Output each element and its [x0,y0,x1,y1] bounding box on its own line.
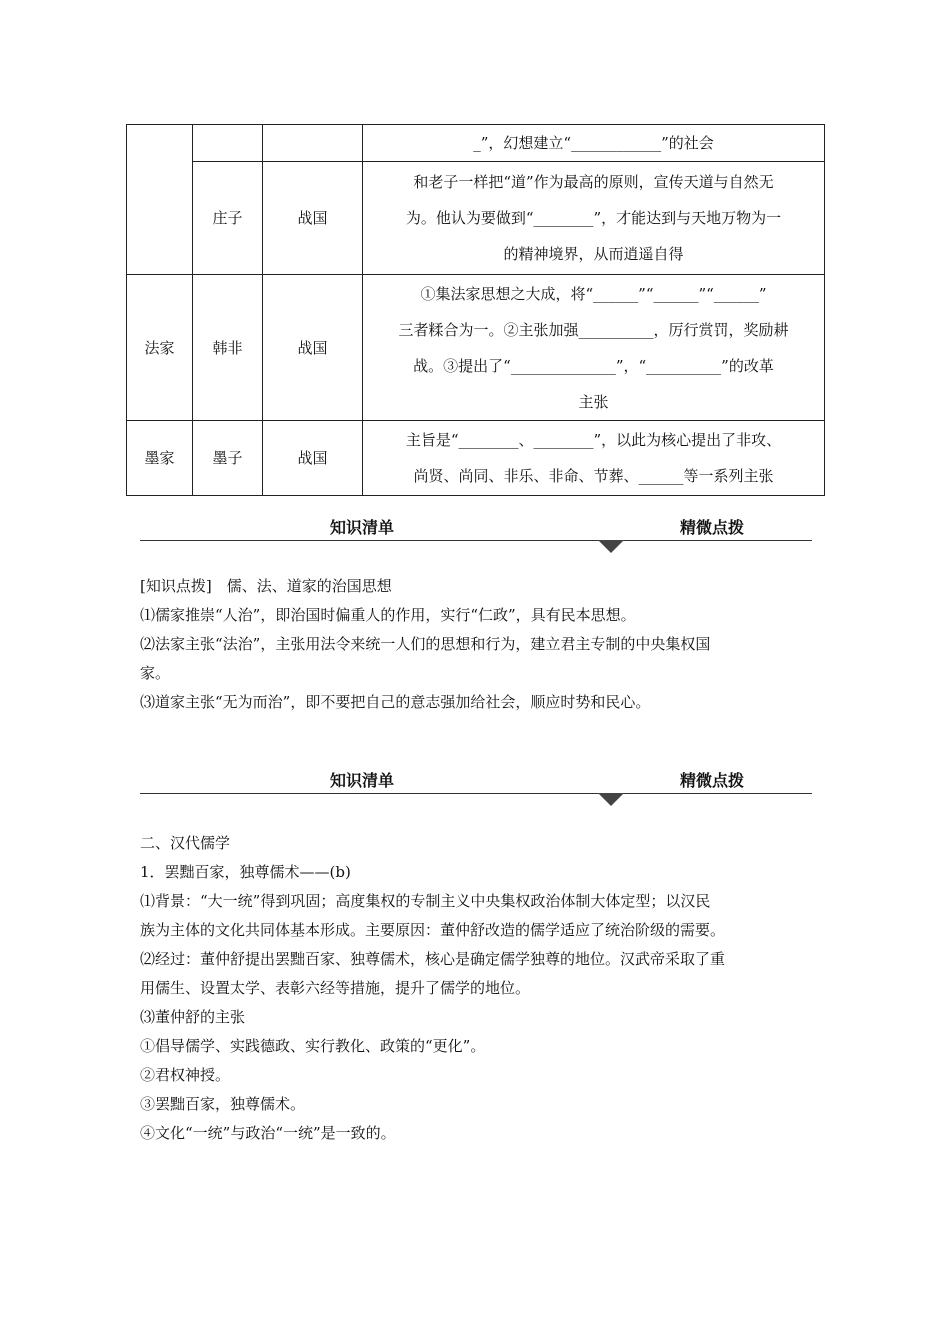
subsection-heading: 1．罢黜百家，独尊儒术——(b) [140,863,351,881]
content-line: 三者糅合为一。②主张加强__________，厉行赏罚，奖励耕 [398,320,789,339]
person-cell: 韩非 [193,275,263,421]
list-item: ③罢黜百家，独尊儒术。 [140,1095,306,1113]
content-cell [363,125,825,162]
content-line: 的精神境界，从而逍遥自得 [503,245,684,263]
school-cell: 法家 [127,275,193,421]
list-item: ④文化“一统”与政治“一统”是一致的。 [140,1124,396,1142]
content-line: _”，幻想建立“____________”的社会 [473,134,714,152]
paragraph-line: 用儒生、设置太学、表彰六经等措施，提升了儒学的地位。 [140,979,531,997]
section-heading: 二、汉代儒学 [140,834,231,852]
han-confucianism-section [140,829,820,1148]
paragraph-line: [知识点拨] 儒、法、道家的治国思想 [140,577,392,595]
school-cell: 墨家 [127,421,193,496]
paragraph-line: ⑵法家主张“法治”，主张用法令来统一人们的思想和行为，建立君主专制的中央集权国 [140,635,711,653]
content-cell [363,162,825,275]
era-cell: 战国 [263,162,363,275]
banner-right-label: 精微点拨 [680,771,745,790]
school-cell [127,125,193,275]
section-banner [140,515,812,549]
table-row [127,275,825,421]
content-cell [363,421,825,496]
schools-table [126,124,825,496]
table-row [127,421,825,496]
banner-rule [140,540,812,541]
paragraph-line: ⑴儒家推崇“人治”，即治国时偏重人的作用，实行“仁政”，具有民本思想。 [140,606,636,624]
era-cell [263,125,363,162]
banner-left-label: 知识清单 [330,518,395,537]
content-line: 和老子一样把“道”作为最高的原则，宣传天道与自然无 [413,173,774,191]
paragraph-line: ⑵经过：董仲舒提出罢黜百家、独尊儒术，核心是确定儒学独尊的地位。汉武帝采取了重 [140,950,726,968]
person-cell: 庄子 [193,162,263,275]
content-line: 主旨是“________、________”，以此为核心提出了非攻、 [405,431,782,449]
era-cell: 战国 [263,421,363,496]
content-line: 尚贤、尚同、非乐、非命、节葬、______等一系列主张 [413,467,774,485]
banner-left-label: 知识清单 [330,771,395,790]
triangle-marker-icon [598,540,624,553]
era-cell: 战国 [263,275,363,421]
paragraph-line: ⑴背景：“大一统”得到巩固；高度集权的专制主义中央集权政治体制大体定型；以汉民 [140,892,711,910]
person-cell: 墨子 [193,421,263,496]
table-row [127,162,825,275]
paragraph-line: ⑶董仲舒的主张 [140,1008,246,1026]
content-line: 战。③提出了“______________”，“__________”的改革 [413,356,774,375]
paragraph-line: 族为主体的文化共同体基本形成。主要原因：董仲舒改造的儒学适应了统治阶级的需要。 [140,921,726,939]
person-cell [193,125,263,162]
content-cell [363,275,825,421]
banner-rule [140,793,812,794]
paragraph-line: ⑶道家主张“无为而治”，即不要把自己的意志强加给社会，顺应时势和民心。 [140,693,651,711]
triangle-marker-icon [598,793,624,806]
paragraph-line: 家。 [140,664,171,682]
list-item: ②君权神授。 [140,1066,231,1084]
knowledge-tip-section [140,572,820,717]
section-banner [140,768,812,802]
list-item: ①倡导儒学、实践德政、实行教化、政策的“更化”。 [140,1037,486,1055]
content-line: 为。他认为要做到“________”，才能达到与天地万物为一 [405,209,782,227]
content-line: 主张 [578,392,609,411]
banner-right-label: 精微点拨 [680,518,745,537]
table-row [127,125,825,162]
content-line: ①集法家思想之大成，将“______”“______”“______” [420,284,767,303]
